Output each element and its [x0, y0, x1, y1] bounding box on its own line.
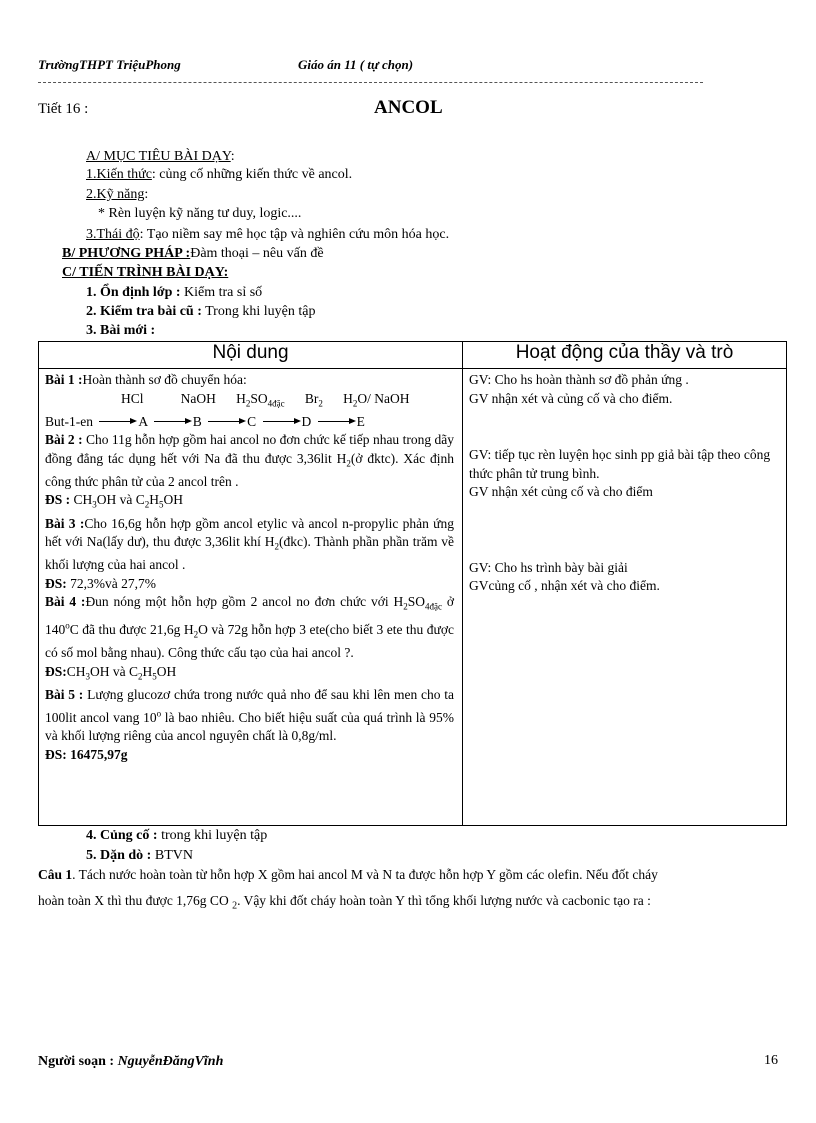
school-name: TrườngTHPT TriệuPhong	[38, 57, 181, 72]
activity-2: GV nhận xét và củng cố và cho điểm.	[469, 390, 673, 406]
ex2-answer-text: $CH_3OH$ và $C_2H_5OH$	[70, 492, 184, 511]
ex3-text: Cho 16,6g hỗn hợp gồm ancol etylic và ancol n-propylic phản ứng hết với Na(lấy dư), thu được 3,36lit khí $H_2(đkc)$. Thành phần phần trăm về khối lượng của hai ancol .	[45, 515, 454, 573]
step2-label: 2. Kiểm tra bài cũ :	[86, 304, 202, 319]
author-label: Người soạn :	[38, 1054, 115, 1069]
col-header-activity: Hoạt động của thầy và trò	[463, 342, 787, 369]
ex4-text: Đun nóng một hỗn hợp gồm 2 ancol no đơn chức với $H_2SO_{4đặc}$ ở 140$^o$C đã thu được 21,6g $H_2O$ và 72g hỗn hợp 3 ete(cho biết 3 ete thu được có số mol bằng nhau). Công thức cấu tạo của hai ancol ?.	[45, 594, 455, 661]
ex1-label: Bài 1 :	[45, 372, 83, 387]
activity-1: GV: Cho hs hoàn thành sơ đồ phản ứng .	[469, 372, 689, 387]
author-name: NguyễnĐăngVĩnh	[117, 1054, 224, 1069]
ex3-answer-text: 72,3%và 27,7%	[66, 575, 156, 591]
ex4-label: Bài 4 :	[45, 594, 86, 610]
method-text: Đàm thoại – nêu vấn đề	[190, 246, 324, 261]
knowledge-line	[86, 166, 352, 184]
attitude-label: 3.Thái độ	[86, 227, 140, 242]
lesson-period: Tiết 16 :	[38, 101, 89, 117]
method-label: B/ PHƯƠNG PHÁP :	[62, 246, 191, 261]
activity-cell	[463, 369, 787, 826]
ex4-answer-text: $CH_3OH$ và $C_2H_5OH$	[66, 663, 177, 682]
ex4-answer-label: ĐS:	[45, 663, 67, 679]
table-header-row	[39, 342, 787, 369]
step1-line	[86, 284, 262, 302]
page-title: ANCOL	[374, 97, 443, 118]
question-1-line1	[38, 866, 658, 884]
ex1-text: Hoàn thành sơ đồ chuyển hóa:	[82, 372, 247, 387]
activity-4: GV nhận xét củng cố và cho điểm	[469, 484, 653, 499]
arrow-icon	[263, 421, 299, 422]
knowledge-text: : củng cố những kiến thức về ancol.	[151, 167, 353, 182]
arrow-icon	[208, 421, 244, 422]
ex2-label: Bài 2 :	[45, 432, 83, 448]
ex1-scheme	[45, 413, 454, 432]
reagent-hcl: HCl	[121, 390, 144, 406]
step4-line	[86, 827, 267, 845]
objectives-heading-text: A/ MỤC TIÊU BÀI DẠY	[86, 149, 231, 164]
scheme-node-d: D	[301, 413, 312, 429]
ex2	[45, 431, 454, 491]
ex3-answer	[45, 575, 454, 594]
activity-6: GVcủng cố , nhận xét và cho điểm.	[469, 578, 660, 593]
skills-line	[86, 186, 148, 204]
activity-3: GV: tiếp tục rèn luyện học sinh pp giả bài tập theo công thức phân tử trung bình.	[469, 447, 771, 481]
ex5-label: Bài 5 :	[45, 686, 84, 702]
step5-label: 5. Dặn dò :	[86, 848, 152, 863]
arrow-icon	[99, 421, 135, 422]
ex3	[45, 515, 454, 575]
skills-colon: :	[144, 187, 149, 202]
step4-text: trong khi luyện tập	[157, 828, 268, 843]
question-1-label: Câu 1	[38, 867, 73, 882]
method-line	[62, 245, 324, 263]
step2-text: Trong khi luyện tập	[201, 304, 316, 319]
content-cell	[39, 369, 463, 826]
question-1-line2: hoàn toàn X thì thu được 1,76g CO $_2$. Vậy khi đốt cháy hoàn toàn Y thì tổng khối lượng nước và cacbonic tạo ra :	[38, 893, 651, 912]
ex4-answer	[45, 663, 454, 686]
process-heading: C/ TIẾN TRÌNH BÀI DẠY:	[62, 265, 229, 280]
ex5-answer: ĐS: 16475,97g	[45, 746, 128, 762]
objectives-heading: A/ MỤC TIÊU BÀI DẠY:	[86, 149, 235, 164]
activity-5: GV: Cho hs trình bày bài giải	[469, 559, 628, 575]
step1-label: 1. Ổn định lớp :	[86, 285, 181, 300]
footer-author	[38, 1054, 223, 1070]
attitude-text: : Tạo niềm say mê học tập và nghiên cứu môn hóa học.	[139, 227, 450, 242]
step5-line	[86, 847, 193, 865]
reagent-h2o-naoh: $H_2O/$ NaOH	[343, 390, 410, 409]
step3-label: 3. Bài mới :	[86, 323, 156, 338]
ex5	[45, 686, 454, 746]
scheme-node-c: C	[247, 413, 257, 429]
plan-title: Giáo án 11 ( tự chọn)	[298, 57, 414, 72]
ex1	[45, 371, 454, 390]
step4-label: 4. Củng cố :	[86, 828, 158, 843]
ex3-answer-label: ĐS:	[45, 575, 67, 591]
lesson-table	[38, 341, 787, 826]
arrow-icon	[154, 421, 190, 422]
header-divider	[38, 82, 703, 83]
table-row	[39, 369, 787, 826]
reagent-br2: $Br_2$	[304, 390, 323, 409]
ex3-label: Bài 3 :	[45, 515, 85, 531]
attitude-line	[86, 226, 449, 244]
knowledge-label: 1.Kiến thức	[86, 167, 152, 182]
ex2-answer-label: ĐS :	[45, 492, 71, 508]
skills-item: * Rèn luyện kỹ năng tư duy, logic....	[98, 206, 302, 221]
ex2-answer	[45, 491, 454, 514]
page-number: 16	[764, 1053, 778, 1068]
step5-text: BTVN	[151, 848, 193, 863]
scheme-node-b: B	[192, 413, 202, 429]
ex5-text: Lượng glucozơ chứa trong nước quả nho để sau khi lên men cho ta 100lit ancol vang 10$^o$ là bao nhiêu. Cho biết hiệu suất của quá trình là 95% và khối lượng riêng của ancol nguyên chất là 0,8g/ml.	[45, 686, 454, 744]
scheme-node-e: E	[356, 413, 365, 429]
skills-label: 2.Kỹ năng	[86, 187, 145, 202]
scheme-node-a: A	[138, 413, 148, 429]
arrow-icon	[318, 421, 354, 422]
step2-line	[86, 303, 315, 321]
ex2-text: Cho 11g hỗn hợp gồm hai ancol no đơn chức kế tiếp nhau trong dãy đồng đẳng tác dụng hết với Na đã thu được 3,36lit $H_2(ở$ đktc). Xác định công thức phân tử của 2 ancol trên .	[45, 432, 455, 489]
ex4	[45, 593, 454, 662]
reagent-h2so4: $H_2SO_{4đặc}$	[236, 390, 285, 409]
ex1-reagents	[45, 390, 454, 413]
reagent-naoh: NaOH	[180, 390, 216, 406]
col-header-content: Nội dung	[39, 342, 463, 369]
step1-text: Kiểm tra sỉ số	[180, 285, 263, 300]
question-1-text: . Tách nước hoàn toàn từ hỗn hợp X gồm hai ancol M và N ta được hỗn hợp Y gồm các olefin. Nếu đốt cháy	[72, 867, 658, 882]
scheme-start: But-1-en	[45, 413, 93, 429]
